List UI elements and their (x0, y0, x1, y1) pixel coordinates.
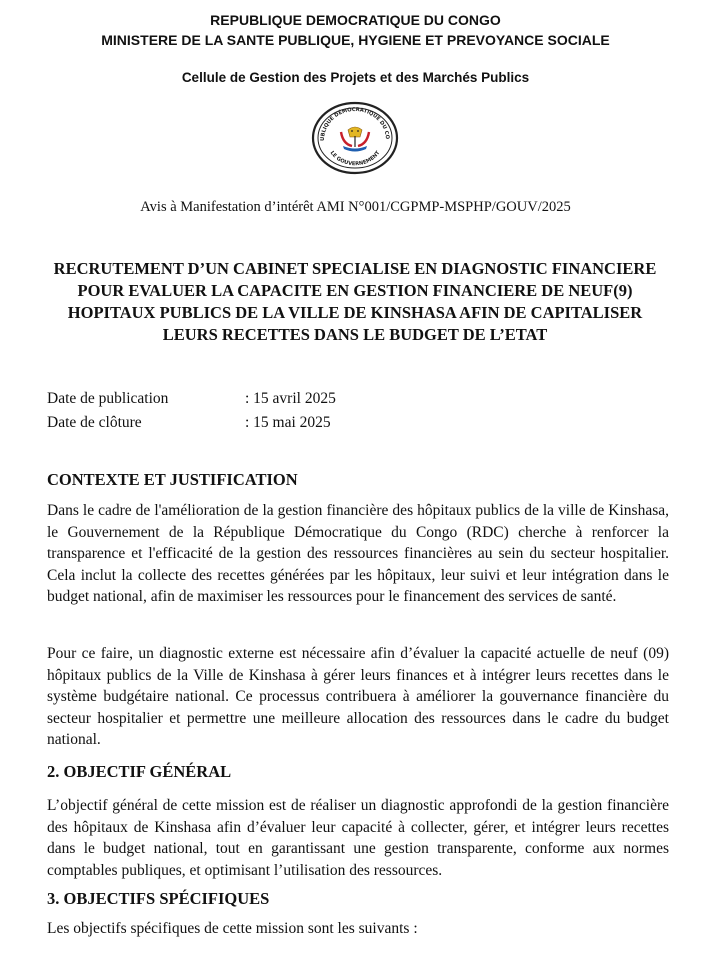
government-seal (310, 100, 400, 175)
publication-date-label: Date de publication (47, 390, 169, 407)
seal-top-text: UBLIQUE DÉMOCRATIQUE DU CO (319, 106, 391, 142)
header-ministry: MINISTERE DE LA SANTE PUBLIQUE, HYGIENE ET PREVOYANCE SOCIALE (101, 32, 610, 48)
document-title: RECRUTEMENT D’UN CABINET SPECIALISE EN DIAGNOSTIC FINANCIERE POUR EVALUER LA CAPACITE EN GESTION FINANCIERE DE NEUF(9) HOPITAUX PUBLICS DE LA VILLE DE KINSHASA AFIN DE CAPITALISER LEURS RECETTES DANS LE BUDGET DE L’ETAT (53, 259, 657, 344)
closing-date-label: Date de clôture (47, 414, 142, 431)
ami-reference: Avis à Manifestation d’intérêt AMI N°001/CGPMP-MSPHP/GOUV/2025 (140, 199, 571, 215)
general-objective-paragraph: L’objectif général de cette mission est de réaliser un diagnostic approfondi de la gestion financière des hôpitaux de Kinshasa afin d’évaluer leur capacité à collecter, gérer, et intégrer leurs recettes dans le budget national, tout en garantissant une gestion transparente, conforme aux normes comptables publiques, et optimisant l’utilisation des ressources. (47, 797, 669, 879)
context-paragraph-2: Pour ce faire, un diagnostic externe est nécessaire afin d’évaluer la capacité actuelle de neuf (09) hôpitaux publics de la Ville de Kinshasa à gérer leurs finances et à intégrer leurs recettes dans le système budgétaire national. Ce processus contribuera à améliorer la gouvernance financière du secteur hospitalier et permettre une meilleure allocation des ressources dans le cadre du budget national. (47, 645, 669, 748)
seal-bottom-text: LE GOUVERNEMENT (328, 150, 382, 168)
closing-date-value: : 15 mai 2025 (245, 414, 331, 431)
section-heading-context: CONTEXTE ET JUSTIFICATION (47, 470, 298, 489)
header-republic: REPUBLIQUE DEMOCRATIQUE DU CONGO (210, 12, 501, 28)
header-cell: Cellule de Gestion des Projets et des Marchés Publics (181, 70, 530, 85)
section-heading-general-objective: 2. OBJECTIF GÉNÉRAL (47, 762, 232, 781)
context-paragraph-1: Dans le cadre de l'amélioration de la gestion financière des hôpitaux publics de la ville de Kinshasa, le Gouvernement de la République Démocratique du Congo (RDC) cherche à renforcer la transparence et l'efficacité de la gestion des ressources financières au sein du secteur hospitalier. Cela inclut la collecte des recettes générées par les hôpitaux, leur suivi et leur intégration dans le budget national, afin de maximiser les ressources pour le financement des services de santé. (47, 502, 669, 605)
specific-objectives-intro: Les objectifs spécifiques de cette mission sont les suivants : (47, 920, 418, 937)
seal-icon (310, 100, 400, 175)
publication-date-value: : 15 avril 2025 (245, 390, 336, 407)
section-heading-specific-objectives: 3. OBJECTIFS SPÉCIFIQUES (47, 889, 270, 908)
